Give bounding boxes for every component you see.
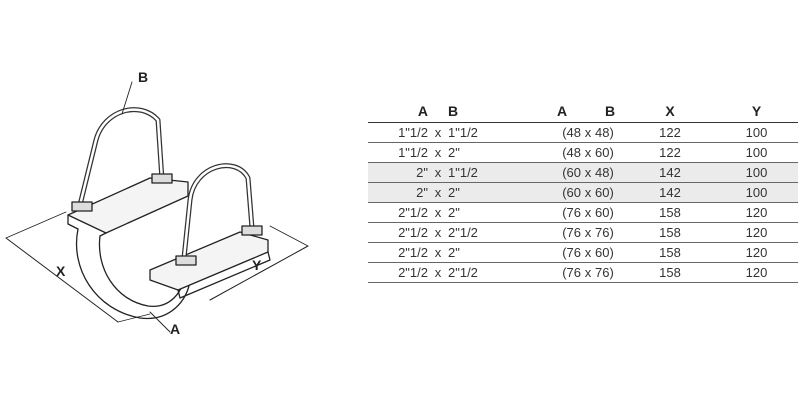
cell-b: 2"1/2 xyxy=(448,263,503,283)
cell-x: 158 xyxy=(625,263,715,283)
label-a: A xyxy=(170,321,181,337)
nut-left-2 xyxy=(152,174,172,183)
cell-y: 120 xyxy=(715,263,798,283)
cell-sep: x xyxy=(581,243,595,263)
cell-sep: x xyxy=(428,183,448,203)
cell-y: 120 xyxy=(715,203,798,223)
cell-metric-b: 48) xyxy=(595,163,625,183)
cell-a: 1"1/2 xyxy=(368,123,428,143)
cell-metric-b: 76) xyxy=(595,263,625,283)
cell-gap xyxy=(503,163,543,183)
cell-sep: x xyxy=(581,163,595,183)
cell-y: 100 xyxy=(715,183,798,203)
cell-sep: x xyxy=(428,123,448,143)
cell-metric-a: (76 xyxy=(543,203,581,223)
table-row xyxy=(368,163,798,183)
cell-sep: x xyxy=(428,163,448,183)
label-x: X xyxy=(56,263,66,279)
nut-left-1 xyxy=(72,202,92,211)
nut-right-2 xyxy=(242,226,262,235)
cell-metric-a: (76 xyxy=(543,223,581,243)
cell-metric-b: 48) xyxy=(595,123,625,143)
cell-y: 100 xyxy=(715,123,798,143)
table-row xyxy=(368,263,798,283)
cell-a: 2"1/2 xyxy=(368,243,428,263)
cell-metric-a: (60 xyxy=(543,183,581,203)
cell-sep: x xyxy=(581,203,595,223)
cell-metric-b: 60) xyxy=(595,183,625,203)
cell-sep: x xyxy=(581,143,595,163)
cell-a: 2"1/2 xyxy=(368,223,428,243)
cell-metric-b: 60) xyxy=(595,243,625,263)
cell-x: 122 xyxy=(625,143,715,163)
cell-metric-a: (76 xyxy=(543,263,581,283)
cell-gap xyxy=(503,123,543,143)
table-row xyxy=(368,203,798,223)
cell-y: 120 xyxy=(715,243,798,263)
cell-b: 2"1/2 xyxy=(448,223,503,243)
cell-x: 142 xyxy=(625,183,715,203)
dimension-table xyxy=(368,100,798,283)
table-row xyxy=(368,243,798,263)
cell-sep: x xyxy=(581,123,595,143)
cell-x: 142 xyxy=(625,163,715,183)
cell-b: 1"1/2 xyxy=(448,163,503,183)
cell-sep: x xyxy=(428,243,448,263)
table-row xyxy=(368,143,798,163)
header-a: A xyxy=(368,100,428,123)
cell-b: 2" xyxy=(448,203,503,223)
nut-right-1 xyxy=(176,256,196,265)
lower-plate xyxy=(150,232,268,290)
cell-metric-a: (48 xyxy=(543,123,581,143)
cell-x: 122 xyxy=(625,123,715,143)
cell-y: 120 xyxy=(715,223,798,243)
header-y: Y xyxy=(715,100,798,123)
table-row xyxy=(368,183,798,203)
cell-a: 2" xyxy=(368,163,428,183)
cell-x: 158 xyxy=(625,223,715,243)
table-row xyxy=(368,223,798,243)
dimension-x xyxy=(6,238,118,322)
cell-sep: x xyxy=(581,223,595,243)
table-row xyxy=(368,123,798,143)
header-metric-b: B xyxy=(595,100,625,123)
cell-x: 158 xyxy=(625,203,715,223)
cell-gap xyxy=(503,203,543,223)
cell-a: 2" xyxy=(368,183,428,203)
cell-metric-a: (48 xyxy=(543,143,581,163)
cell-sep: x xyxy=(581,183,595,203)
cell-metric-b: 60) xyxy=(595,143,625,163)
cell-gap xyxy=(503,183,543,203)
cell-gap xyxy=(503,223,543,243)
cell-b: 2" xyxy=(448,143,503,163)
cell-metric-a: (60 xyxy=(543,163,581,183)
cell-sep: x xyxy=(428,223,448,243)
cell-gap xyxy=(503,263,543,283)
label-y: Y xyxy=(252,257,262,273)
clamp-drawing xyxy=(0,0,360,408)
cell-x: 158 xyxy=(625,243,715,263)
leader-a xyxy=(150,312,170,332)
cell-sep: x xyxy=(428,143,448,163)
header-x: X xyxy=(625,100,715,123)
cell-metric-b: 60) xyxy=(595,203,625,223)
cell-y: 100 xyxy=(715,143,798,163)
label-b: B xyxy=(138,69,149,85)
cell-sep: x xyxy=(428,203,448,223)
cell-b: 2" xyxy=(448,183,503,203)
header-metric-a: A xyxy=(543,100,581,123)
cell-y: 100 xyxy=(715,163,798,183)
cell-metric-a: (76 xyxy=(543,243,581,263)
cell-sep: x xyxy=(581,263,595,283)
cell-b: 2" xyxy=(448,243,503,263)
cell-a: 1"1/2 xyxy=(368,143,428,163)
cell-gap xyxy=(503,243,543,263)
cell-a: 2"1/2 xyxy=(368,203,428,223)
cell-gap xyxy=(503,143,543,163)
table-header-row xyxy=(368,100,798,123)
cell-sep: x xyxy=(428,263,448,283)
header-b: B xyxy=(448,100,503,123)
cell-b: 1"1/2 xyxy=(448,123,503,143)
cell-metric-b: 76) xyxy=(595,223,625,243)
cell-a: 2"1/2 xyxy=(368,263,428,283)
